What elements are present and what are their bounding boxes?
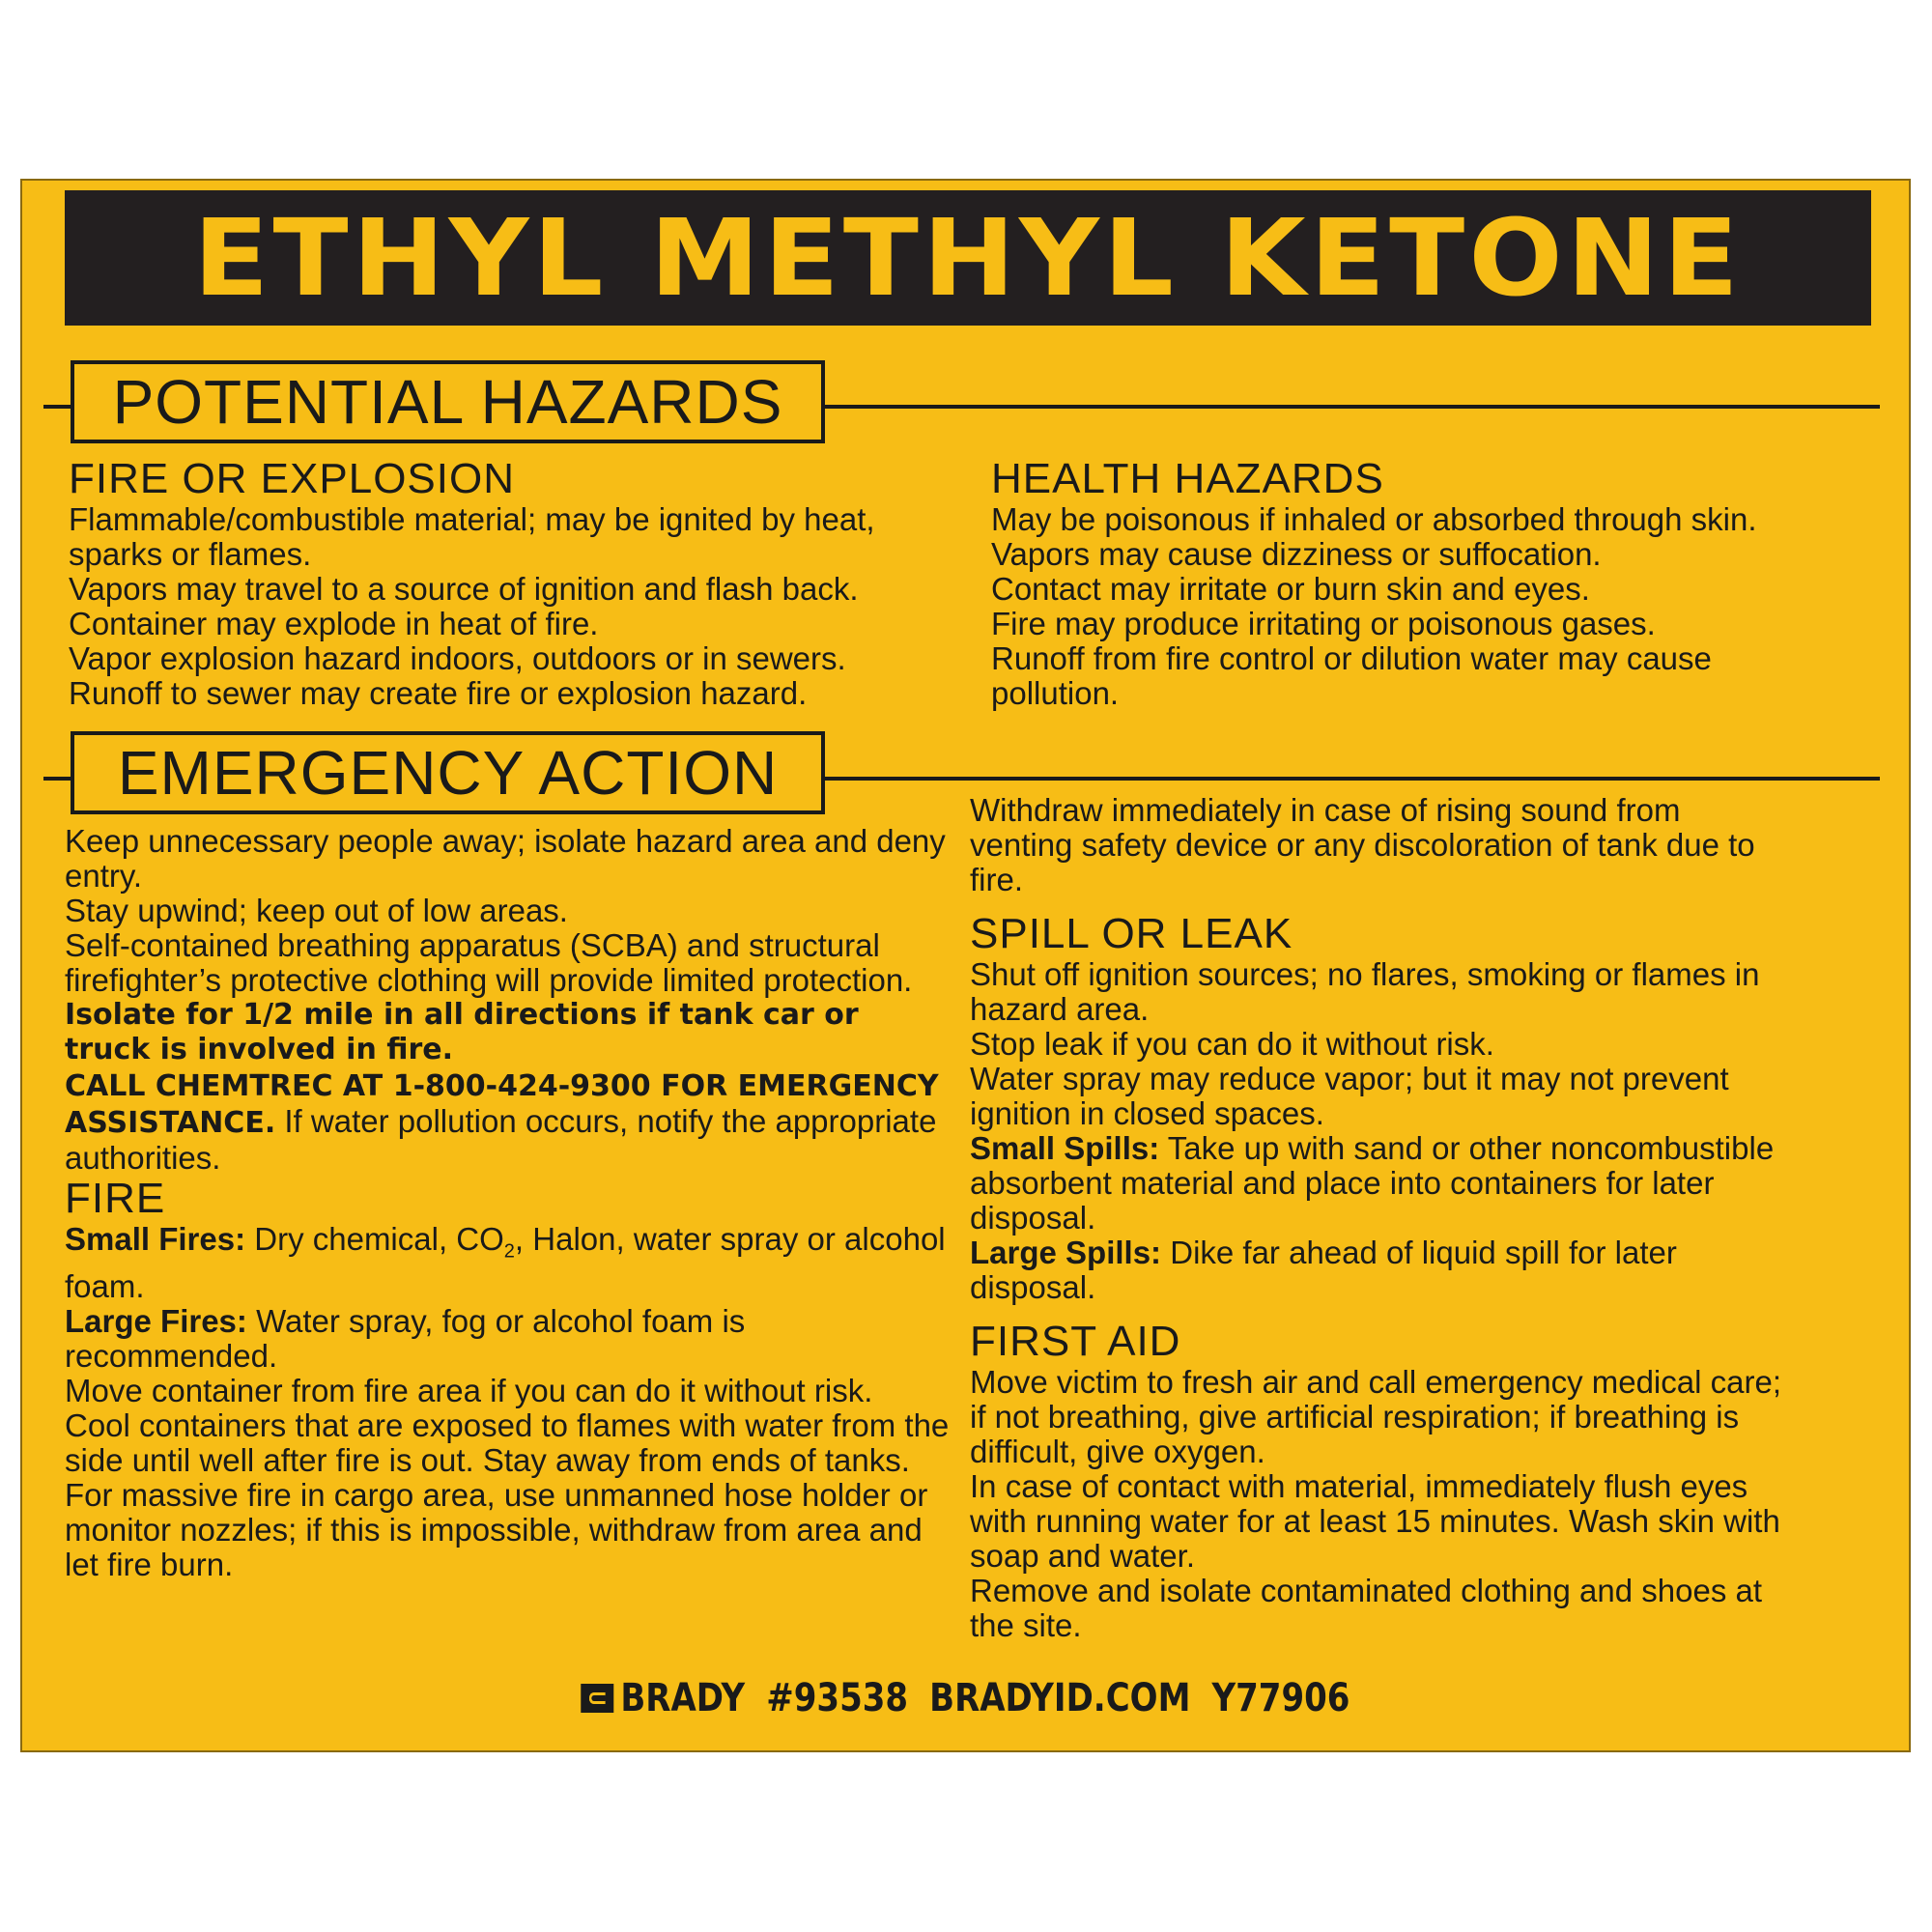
health-hazards-section: [991, 456, 1783, 711]
list-item: Vapors may travel to a source of ignition and flash back.: [69, 571, 859, 607]
emergency-action-right-column: [970, 793, 1786, 1643]
footer: [163, 1676, 1767, 1720]
list-item: Fire may produce irritating or poisonous gases.: [991, 606, 1656, 641]
potential-hazards-heading: POTENTIAL HAZARDS: [112, 367, 783, 437]
large-spills-text: Dike far ahead of liquid spill for later disposal.: [970, 1235, 1677, 1305]
fire-instruction: Cool containers that are exposed to flames with water from the side until well after fire is out. Stay away from ends of tanks.: [65, 1406, 950, 1478]
fire-or-explosion-heading: FIRE OR EXPLOSION: [69, 455, 515, 502]
spill-instruction: Water spray may reduce vapor; but it may not prevent ignition in closed spaces.: [970, 1061, 1729, 1131]
spill-instruction: Stop leak if you can do it without risk.: [970, 1026, 1494, 1062]
emergency-action-box: [71, 731, 825, 814]
list-item: Container may explode in heat of fire.: [69, 606, 599, 641]
small-fires-label: Small Fires:: [65, 1221, 246, 1257]
small-spills-text: Take up with sand or other noncombustible absorbent material and place into containers for later disposal.: [970, 1130, 1775, 1236]
list-item: Flammable/combustible material; may be ignited by heat, sparks or flames.: [69, 501, 875, 572]
emergency-action-heading: EMERGENCY ACTION: [117, 738, 779, 808]
chemtrec-call: CALL CHEMTREC AT 1-800-424-9300 FOR EMERGENCY ASSISTANCE.: [65, 1069, 939, 1140]
fire-instruction: Move container from fire area if you can do it without risk.: [65, 1372, 873, 1408]
brady-logo-icon: [582, 1684, 614, 1713]
chemical-name: ETHYL METHYL KETONE: [193, 196, 1743, 320]
first-aid-instruction: In case of contact with material, immediately flush eyes with running water for at least 15 minutes. Wash skin with soap and water.: [970, 1468, 1780, 1574]
subscript: 2: [503, 1240, 515, 1263]
small-fires-item: [65, 1222, 953, 1304]
small-fires-text-end: , Halon, water spray or alcohol foam.: [65, 1221, 946, 1304]
isolate-instruction: Isolate for 1/2 mile in all directions if tank car or truck is involved in fire.: [65, 998, 859, 1066]
pollution-notice: If water pollution occurs, notify the appropriate authorities.: [65, 1103, 937, 1176]
list-item: Contact may irritate or burn skin and eyes.: [991, 571, 1590, 607]
part-number: #93538: [766, 1676, 909, 1720]
emergency-action-left-column: [65, 824, 953, 1582]
list-item: May be poisonous if inhaled or absorbed through skin.: [991, 501, 1757, 537]
potential-hazards-box: [71, 360, 825, 443]
first-aid-heading: FIRST AID: [970, 1318, 1181, 1365]
hazard-label: [20, 179, 1911, 1752]
small-spills-label: Small Spills:: [970, 1130, 1160, 1166]
fire-instruction: For massive fire in cargo area, use unmanned hose holder or monitor nozzles; if this is impossible, withdraw from area and let fire burn.: [65, 1476, 928, 1582]
brand: [582, 1676, 746, 1720]
title-bar: [65, 190, 1871, 326]
health-hazards-heading: HEALTH HAZARDS: [991, 455, 1384, 502]
list-item: Vapor explosion hazard indoors, outdoors or in sewers.: [69, 640, 846, 676]
list-item: Vapors may cause dizziness or suffocation.: [991, 536, 1602, 572]
large-spills-label: Large Spills:: [970, 1235, 1162, 1270]
withdraw-instruction: Withdraw immediately in case of rising sound from venting safety device or any discoloration of tank due to fire.: [970, 792, 1755, 897]
large-fires-label: Large Fires:: [65, 1302, 247, 1339]
first-aid-instruction: Move victim to fresh air and call emergency medical care; if not breathing, give artificial respiration; if breathing is difficult, give oxygen.: [970, 1364, 1781, 1469]
brand-name: BRADY: [620, 1676, 746, 1720]
first-aid-instruction: Remove and isolate contaminated clothing and shoes at the site.: [970, 1573, 1763, 1643]
spill-instruction: Shut off ignition sources; no flares, smoking or flames in hazard area.: [970, 956, 1760, 1027]
fire-or-explosion-section: [69, 456, 957, 711]
fire-heading: FIRE: [65, 1175, 166, 1222]
general-instruction: Keep unnecessary people away; isolate hazard area and deny entry.: [65, 823, 946, 894]
small-spills-item: [970, 1131, 1786, 1236]
chemtrec-instruction: [65, 1067, 953, 1176]
large-fires-item: [65, 1304, 953, 1374]
large-spills-item: [970, 1236, 1786, 1305]
small-fires-text: Dry chemical, CO: [245, 1221, 504, 1257]
large-fires-text: Water spray, fog or alcohol foam is recommended.: [65, 1302, 746, 1374]
product-code: Y77906: [1211, 1676, 1350, 1720]
website: BRADYID.COM: [929, 1676, 1191, 1720]
potential-hazards-rule-right: [824, 405, 1880, 409]
general-instruction: Stay upwind; keep out of low areas.: [65, 893, 568, 928]
emergency-action-rule-right: [824, 777, 1880, 781]
general-instruction: Self-contained breathing apparatus (SCBA) and structural firefighter’s protective clothing will provide limited protection.: [65, 927, 913, 998]
spill-or-leak-heading: SPILL OR LEAK: [970, 910, 1293, 957]
list-item: Runoff to sewer may create fire or explosion hazard.: [69, 675, 808, 711]
list-item: Runoff from fire control or dilution water may cause pollution.: [991, 640, 1712, 711]
